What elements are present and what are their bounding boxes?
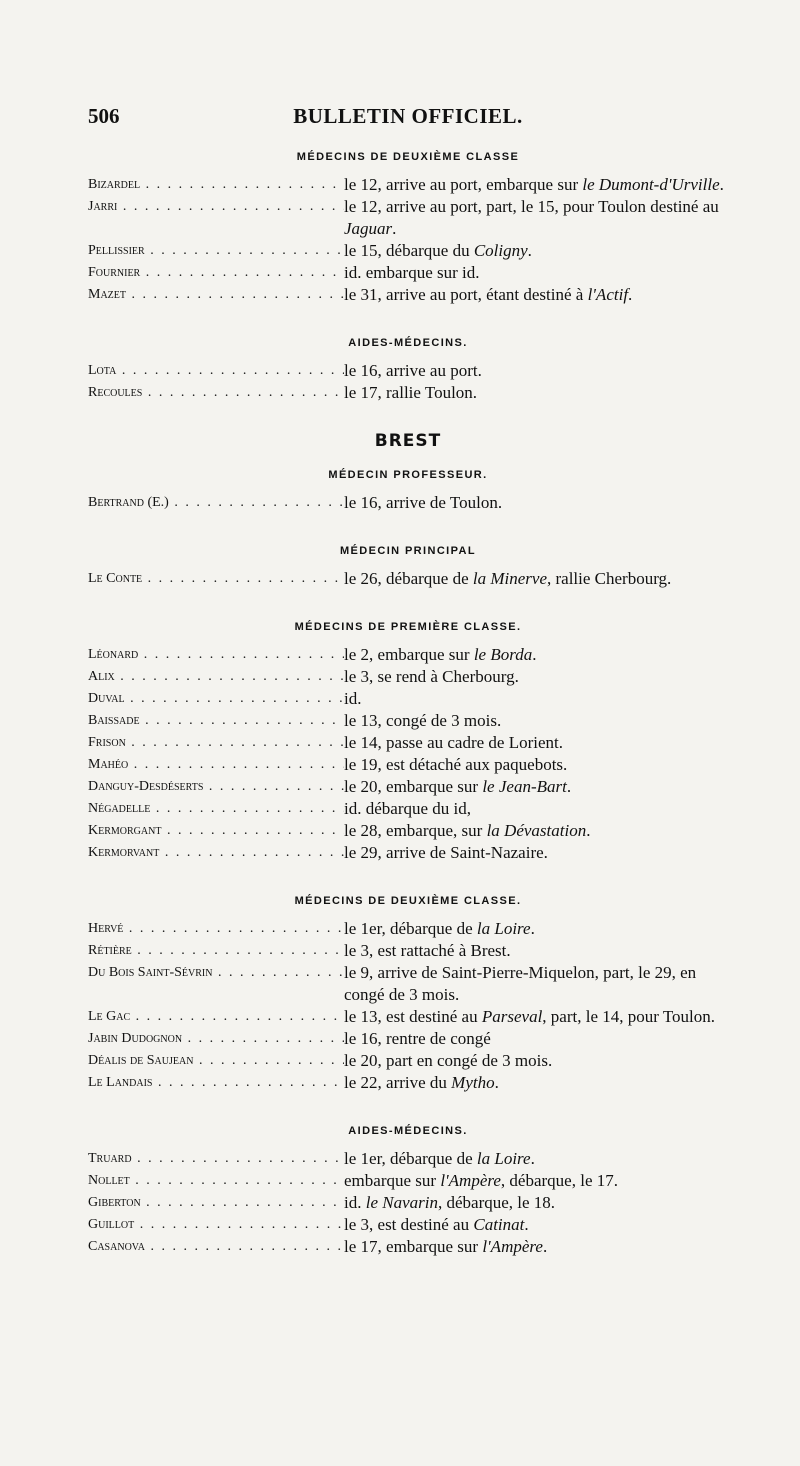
entry-row xyxy=(88,820,728,842)
entry-name: Duval . . . xyxy=(88,688,344,710)
entry-text: le 13, est destiné au Parseval, part, le 14, pour Toulon. xyxy=(344,1007,716,1026)
entry-name: Danguy-Desdéserts . . . xyxy=(88,776,344,798)
entry-name: Alix . . . xyxy=(88,666,344,688)
entry-row xyxy=(88,1170,728,1192)
entry-row xyxy=(88,492,728,514)
entry-text: id. débarque du id, xyxy=(344,799,471,818)
vessel-name: Mytho xyxy=(451,1073,495,1092)
entry-text: embarque sur l'Ampère, débarque, le 17. xyxy=(344,1171,618,1190)
entry-row xyxy=(88,568,728,590)
entry-row xyxy=(88,1028,728,1050)
entry-text: le 29, arrive de Saint-Nazaire. xyxy=(344,843,548,862)
entry-row xyxy=(88,732,728,754)
vessel-name: l'Actif xyxy=(587,285,629,304)
section-gap xyxy=(88,1094,728,1120)
entry-text: le 17, rallie Toulon. xyxy=(344,383,478,402)
entry-row xyxy=(88,1006,728,1028)
vessel-name: l'Ampère xyxy=(440,1171,501,1190)
entry-name: Kermorvant . . . xyxy=(88,842,344,864)
entry-name: Le Conte . . . xyxy=(88,568,344,590)
entry-text: le 16, arrive de Toulon. xyxy=(344,493,503,512)
entry-name: Rétière . . . xyxy=(88,940,344,962)
section-gap xyxy=(88,864,728,890)
vessel-name: la Loire xyxy=(476,919,531,938)
entry-text: le 28, embarque, sur la Dévastation. xyxy=(344,821,591,840)
entry-text: le 3, est rattaché à Brest. xyxy=(344,941,511,960)
entry-name: Négadelle . . . xyxy=(88,798,344,820)
entry-text: le 15, débarque du Coligny. xyxy=(344,241,532,260)
entry-name: Guillot . . . xyxy=(88,1214,344,1236)
entry-name: Kermorgant . . . xyxy=(88,820,344,842)
entry-row xyxy=(88,798,728,820)
vessel-name: l'Ampère xyxy=(482,1237,543,1256)
entry-row xyxy=(88,918,728,940)
vessel-name: le Dumont-d'Urville xyxy=(582,175,720,194)
entry-text: le 1er, débarque de la Loire. xyxy=(344,919,535,938)
entry-name: Le Gac . . . xyxy=(88,1006,344,1028)
entry-text: le 3, est destiné au Catinat. xyxy=(344,1215,529,1234)
entry-row xyxy=(88,1148,728,1170)
entry-text: le 9, arrive de Saint-Pierre-Miquelon, part, le 29, en congé de 3 mois. xyxy=(344,963,697,1004)
entry-text: le 22, arrive du Mytho. xyxy=(344,1073,499,1092)
vessel-name: Catinat xyxy=(473,1215,525,1234)
entry-name: Nollet . . . xyxy=(88,1170,344,1192)
entry-row xyxy=(88,1050,728,1072)
section-title: MÉDECINS DE DEUXIÈME CLASSE. xyxy=(294,895,522,907)
entry-text: le 12, arrive au port, part, le 15, pour Toulon destiné au Jaguar. xyxy=(344,197,719,238)
vessel-name: le Jean-Bart xyxy=(482,777,567,796)
entry-name: Fournier . . . xyxy=(88,262,344,284)
entry-name: Giberton . . . xyxy=(88,1192,344,1214)
section-title: MÉDECIN PRINCIPAL xyxy=(339,545,477,557)
entry-name: Déalis de Saujean . . . xyxy=(88,1050,344,1072)
entry-row xyxy=(88,174,728,196)
entry-name: Bertrand (E.) . . . xyxy=(88,492,344,514)
entry-row xyxy=(88,842,728,864)
running-title: BULLETIN OFFICIEL. xyxy=(293,104,523,128)
entry-text: id. embarque sur id. xyxy=(344,263,480,282)
entry-row xyxy=(88,1236,728,1258)
entry-name: Du Bois Saint-Sévrin . . . xyxy=(88,962,344,1006)
entry-name: Jarri . . . xyxy=(88,196,344,240)
entry-row xyxy=(88,1192,728,1214)
entry-text: le 12, arrive au port, embarque sur le Dumont-d'Urville. xyxy=(344,175,724,194)
entry-name: Pellissier . . . xyxy=(88,240,344,262)
section-title: MÉDECINS DE DEUXIÈME CLASSE xyxy=(296,151,520,163)
section-gap xyxy=(88,514,728,540)
section-gap xyxy=(88,306,728,332)
entry-text: le 14, passe au cadre de Lorient. xyxy=(344,733,564,752)
entry-name: Jabin Dudognon . . . xyxy=(88,1028,344,1050)
entry-text: le 17, embarque sur l'Ampère. xyxy=(344,1237,548,1256)
vessel-name: le Navarin xyxy=(365,1193,438,1212)
entry-name: Le Landais . . . xyxy=(88,1072,344,1094)
entry-row xyxy=(88,962,728,1006)
entry-text: id. le Navarin, débarque, le 18. xyxy=(344,1193,556,1212)
entry-name: Casanova . . . xyxy=(88,1236,344,1258)
entry-name: Frison . . . xyxy=(88,732,344,754)
entry-row xyxy=(88,754,728,776)
vessel-name: Parseval xyxy=(481,1007,543,1026)
page-number: 506 xyxy=(88,104,120,128)
entry-name: Mazet . . . xyxy=(88,284,344,306)
entry-name: Léonard . . . xyxy=(88,644,344,666)
vessel-name: la Dévastation xyxy=(486,821,587,840)
entry-text: le 31, arrive au port, étant destiné à l'Actif. xyxy=(344,285,633,304)
entry-row xyxy=(88,688,728,710)
vessel-name: le Borda xyxy=(473,645,533,664)
entry-text: le 3, se rend à Cherbourg. xyxy=(344,667,519,686)
section-title: AIDES-MÉDECINS. xyxy=(348,1125,468,1137)
entry-text: le 13, congé de 3 mois. xyxy=(344,711,502,730)
entry-row xyxy=(88,666,728,688)
document-body xyxy=(88,146,728,1258)
entry-name: Bizardel . . . xyxy=(88,174,344,196)
entry-text: le 26, débarque de la Minerve, rallie Cherbourg. xyxy=(344,569,672,588)
entry-text: le 20, part en congé de 3 mois. xyxy=(344,1051,553,1070)
entry-text: le 2, embarque sur le Borda. xyxy=(344,645,537,664)
entry-text: le 1er, débarque de la Loire. xyxy=(344,1149,535,1168)
entry-row xyxy=(88,382,728,404)
page-header xyxy=(88,104,728,144)
section-gap xyxy=(88,590,728,616)
entry-row xyxy=(88,240,728,262)
vessel-name: Coligny xyxy=(473,241,528,260)
vessel-name: Jaguar xyxy=(344,219,393,238)
section-title: MÉDECIN PROFESSEUR. xyxy=(328,469,488,481)
entry-row xyxy=(88,940,728,962)
section-title: AIDES-MÉDECINS. xyxy=(348,337,468,349)
entry-name: Baissade . . . xyxy=(88,710,344,732)
entry-name: Lota . . . xyxy=(88,360,344,382)
vessel-name: la Minerve xyxy=(472,569,547,588)
entry-row xyxy=(88,710,728,732)
vessel-name: la Loire xyxy=(476,1149,531,1168)
entry-row xyxy=(88,262,728,284)
entry-row xyxy=(88,284,728,306)
entry-text: le 16, rentre de congé xyxy=(344,1029,491,1048)
entry-text: le 16, arrive au port. xyxy=(344,361,482,380)
entry-row xyxy=(88,196,728,240)
entry-row xyxy=(88,644,728,666)
entry-name: Mahéo . . . xyxy=(88,754,344,776)
entry-text: le 19, est détaché aux paquebots. xyxy=(344,755,568,774)
entry-row xyxy=(88,776,728,798)
entry-name: Hervé . . . xyxy=(88,918,344,940)
city-heading: BREST xyxy=(374,431,442,451)
entry-row xyxy=(88,360,728,382)
entry-text: le 20, embarque sur le Jean-Bart. xyxy=(344,777,572,796)
entry-row xyxy=(88,1214,728,1236)
entry-name: Recoules . . . xyxy=(88,382,344,404)
entry-row xyxy=(88,1072,728,1094)
entry-name: Truard . . . xyxy=(88,1148,344,1170)
entry-text: id. xyxy=(344,689,362,708)
section-title: MÉDECINS DE PREMIÈRE CLASSE. xyxy=(294,621,522,633)
